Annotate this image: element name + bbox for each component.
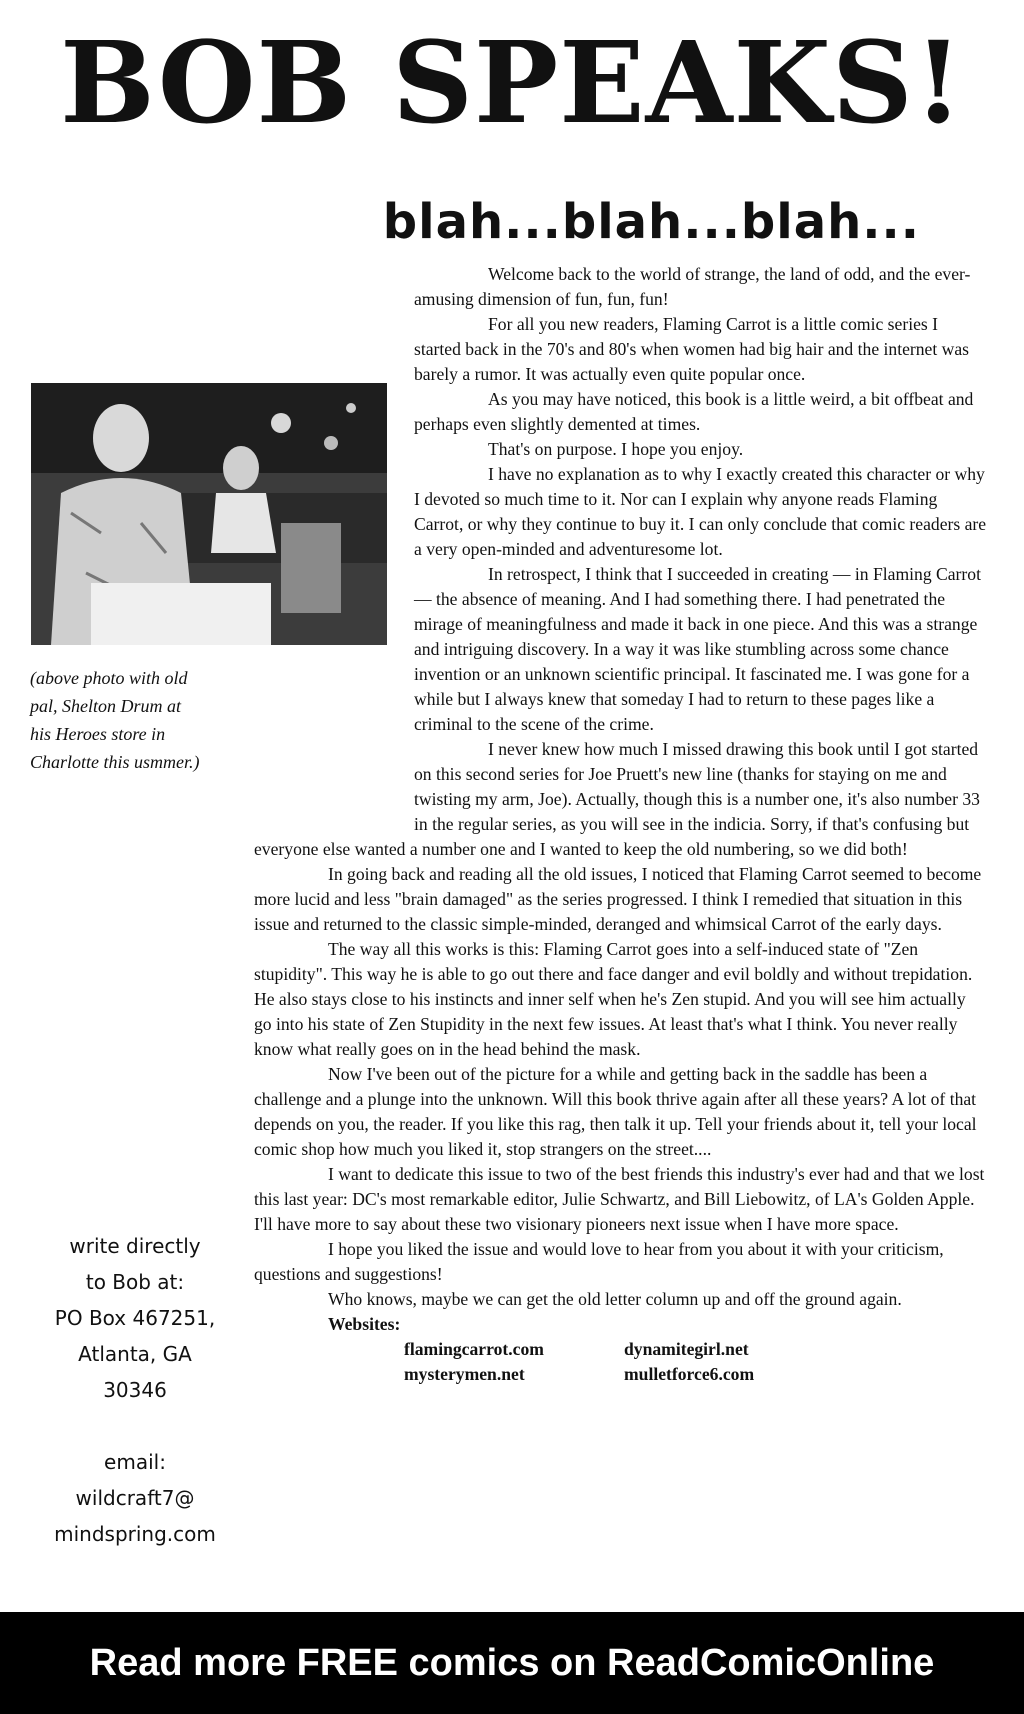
promo-banner[interactable]: Read more FREE comics on ReadComicOnline [0,1612,1024,1714]
email-address: wildcraft7@ [75,1486,195,1510]
article-paragraph: Welcome back to the world of strange, the land of odd, and the ever-amusing dimension of fun, fun, fun! [414,264,971,309]
article-paragraph: Now I've been out of the picture for a while and getting back in the saddle has been a challenge and a plunge into the unknown. Will this book thrive again after all these years? A lot of that depends on you, the reader. If you like this rag, then talk it up. Tell your friends about it, tell your local comic shop how much you liked it, stop strangers on the street.... [254,1064,977,1159]
article-paragraph: I never knew how much I missed drawing this book until I got started on this second series for Joe Pruett's new line (thanks for staying on me and twisting my arm, Joe). Actually, though this is a number one, it's also number 33 in the regular series, as you will see in the indicia. Sorry, if that's confusing but everyone else wanted a number one and I wanted to keep the old numbering, so we did both! [254,739,980,859]
contact-line: to Bob at: [85,1270,185,1294]
article-paragraph: The way all this works is this: Flaming Carrot goes into a self-induced state of "Zen stupidity". This way he is able to go out there and face danger and evil boldly and without trepidation. He also stays close to his instincts and inner self when he's Zen stupid. And you will see him actually go into his state of Zen Stupidity in the next few issues. At least that's what I think. You never really know what really goes on in the head behind the mask. [254,939,973,1059]
websites-heading: Websites: [328,1314,401,1334]
website-link[interactable]: dynamitegirl.net [624,1339,749,1359]
article-paragraph: For all you new readers, Flaming Carrot is a little comic series I started back in the 70's and 80's when women had big hair and the internet was barely a rumor. It was actually even quite popular once. [414,314,970,384]
article-paragraph: In retrospect, I think that I succeeded in creating — in Flaming Carrot — the absence of meaning. And I had something there. I had penetrated the mirage of meaningfulness and made it back in one piece. And this was a strange and intriguing discovery. In a way it was like stumbling across some chance invention or an unknown scientific principal. It fascinated me. I was gone for a while but I always knew that someday I had to return to these pages like a criminal to the scene of the crime. [414,564,981,734]
email-domain: mindspring.com [54,1522,216,1546]
article-paragraph: I hope you liked the issue and would love to hear from you about it with your criticism, questions and suggestions! [254,1239,944,1284]
page-subtitle: blah...blah...blah... [382,194,920,250]
email-label: email: [104,1450,166,1474]
websites-list [254,1337,987,1387]
mailing-address: PO Box 467251, [54,1306,216,1330]
mailing-zip: 30346 [103,1378,167,1402]
contact-info [40,1228,230,1552]
mailing-city: Atlanta, GA [78,1342,192,1366]
article-body [254,262,987,1387]
article-paragraph: I have no explanation as to why I exactly created this character or why I devoted so much time to it. Nor can I explain why anyone reads Flaming Carrot, or why they continue to buy it. I can only conclude that comic readers are a very open-minded and adventuresome lot. [414,464,987,559]
article-paragraph: Who knows, maybe we can get the old letter column up and off the ground again. [328,1289,902,1309]
article-paragraph: In going back and reading all the old issues, I noticed that Flaming Carrot seemed to become more lucid and less "brain damaged" as the series progressed. I think I remedied that situation in this issue and returned to the classic simple-minded, deranged and whimsical Carrot of the early days. [254,864,982,934]
article-paragraph: As you may have noticed, this book is a little weird, a bit offbeat and perhaps even slightly demented at times. [414,389,974,434]
article-paragraph: I want to dedicate this issue to two of the best friends this industry's ever had and that we lost this last year: DC's most remarkable editor, Julie Schwartz, and Bill Liebowitz, of LA's Golden Apple. I'll have more to say about these two visionary pioneers next issue when I have more space. [254,1164,985,1234]
website-link[interactable]: flamingcarrot.com [404,1339,544,1359]
contact-line: write directly [69,1234,201,1258]
photo-caption: (above photo with old pal, Shelton Drum at his Heroes store in Charlotte this usmmer.) [30,668,200,772]
page-title: BOB SPEAKS! [60,18,964,149]
article-paragraph: That's on purpose. I hope you enjoy. [488,439,744,459]
website-link[interactable]: mysterymen.net [404,1364,525,1384]
website-link[interactable]: mulletforce6.com [624,1364,755,1384]
